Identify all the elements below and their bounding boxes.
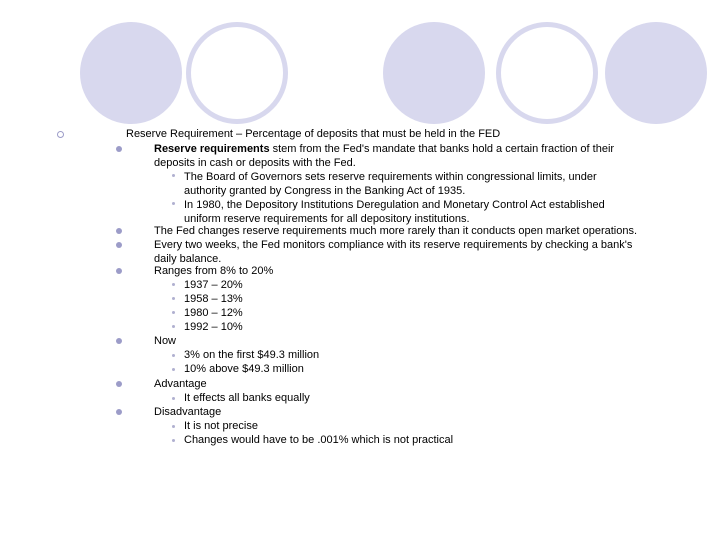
- point-4-item: 1937 – 20%: [184, 279, 243, 291]
- sub-bullet: [172, 174, 175, 177]
- point-2-text: The Fed changes reserve requirements much more rarely than it conducts open market operations.: [154, 225, 638, 237]
- point-7-item: Changes would have to be .001% which is not practical: [184, 434, 454, 446]
- decor-circle-2: [186, 22, 288, 124]
- point-1-sub-2b: uniform reserve requirements for all depository institutions.: [184, 213, 470, 225]
- point-1-sub-1b: authority granted by Congress in the Banking Act of 1935.: [184, 185, 466, 197]
- point-7-text: Disadvantage: [154, 406, 222, 418]
- sub-bullet: [172, 397, 175, 400]
- sub-bullet: [172, 368, 175, 371]
- point-bullet: [116, 409, 122, 415]
- decor-circle-5: [605, 22, 707, 124]
- point-1-rest: stem from the Fed's mandate that banks hold a certain fraction of their: [269, 143, 615, 155]
- sub-bullet: [172, 354, 175, 357]
- point-1-bold: Reserve requirements: [154, 143, 270, 155]
- point-3-text-a: Every two weeks, the Fed monitors compliance with its reserve requirements by checking a bank's: [154, 239, 633, 251]
- point-1-sub-2a: In 1980, the Depository Institutions Deregulation and Monetary Control Act established: [184, 199, 605, 211]
- point-1-cont: deposits in cash or deposits with the Fed.: [154, 157, 356, 169]
- point-5-item: 3% on the first $49.3 million: [184, 349, 320, 361]
- point-bullet: [116, 242, 122, 248]
- sub-bullet: [172, 297, 175, 300]
- point-4-item: 1958 – 13%: [184, 293, 243, 305]
- point-4-item: 1980 – 12%: [184, 307, 243, 319]
- point-bullet: [116, 381, 122, 387]
- point-bullet: [116, 146, 122, 152]
- sub-bullet: [172, 283, 175, 286]
- sub-bullet: [172, 439, 175, 442]
- point-bullet: [116, 268, 122, 274]
- point-1-text: [154, 142, 614, 156]
- sub-bullet: [172, 325, 175, 328]
- point-7-item: It is not precise: [184, 420, 258, 432]
- point-1-sub-1a: The Board of Governors sets reserve requirements within congressional limits, under: [184, 171, 597, 183]
- decor-circle-4: [496, 22, 598, 124]
- sub-bullet: [172, 311, 175, 314]
- heading-text: Reserve Requirement – Percentage of deposits that must be held in the FED: [126, 128, 501, 140]
- point-5-text: Now: [154, 335, 177, 347]
- point-3-text-b: daily balance.: [154, 253, 222, 265]
- point-bullet: [116, 338, 122, 344]
- sub-bullet: [172, 202, 175, 205]
- point-4-text: Ranges from 8% to 20%: [154, 265, 274, 277]
- heading-bullet: [57, 131, 64, 138]
- decor-circle-1: [80, 22, 182, 124]
- point-6-text: Advantage: [154, 378, 207, 390]
- decor-circle-3: [383, 22, 485, 124]
- point-5-item: 10% above $49.3 million: [184, 363, 304, 375]
- point-4-item: 1992 – 10%: [184, 321, 243, 333]
- sub-bullet: [172, 425, 175, 428]
- point-6-item: It effects all banks equally: [184, 392, 310, 404]
- point-bullet: [116, 228, 122, 234]
